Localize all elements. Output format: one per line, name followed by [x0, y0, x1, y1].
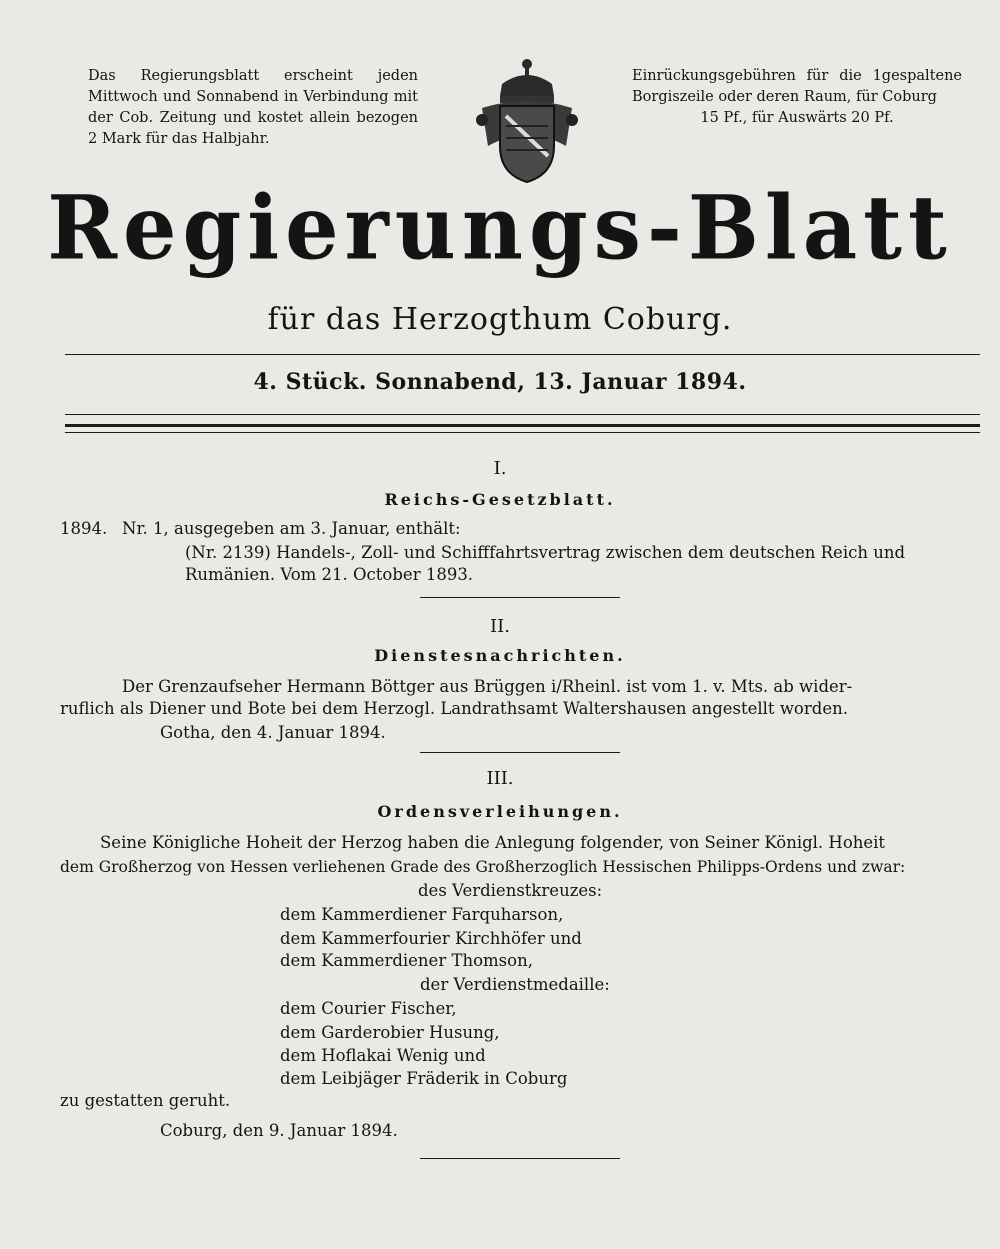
section1-year: 1894. — [60, 519, 108, 538]
section-heading-2: Dienstesnachrichten. — [374, 646, 626, 665]
issue-line: 4. Stück. Sonnabend, 13. Januar 1894. — [253, 369, 747, 395]
masthead-title: Regierungs-Blatt — [47, 175, 953, 280]
double-rule-bottom — [65, 432, 980, 433]
masthead-subtitle: für das Herzogthum Coburg. — [267, 302, 733, 337]
section2-signoff: Gotha, den 4. Januar 1894. — [160, 723, 386, 742]
coat-of-arms-icon — [462, 46, 592, 186]
section3-signoff: Coburg, den 9. Januar 1894. — [160, 1121, 398, 1140]
section-separator-1 — [420, 597, 620, 598]
section-heading-3: Ordensverleihungen. — [377, 802, 623, 821]
group2-entry: dem Courier Fischer, — [280, 999, 457, 1018]
fees-line-2: 15 Pf., für Auswärts 20 Pf. — [700, 110, 894, 126]
fees-line-1: Einrückungsgebühren für die 1gespaltene Borgiszeile oder deren Raum, für Coburg — [632, 68, 962, 105]
section3-line1: Seine Königliche Hoheit der Herzog haben die Anlegung folgender, von Seiner Königl. Hoheit — [100, 833, 886, 852]
section1-line3: Rumänien. Vom 21. October 1893. — [185, 565, 474, 584]
double-rule-thick — [65, 424, 980, 427]
masthead-rule — [65, 354, 980, 355]
section1-line1: Nr. 1, ausgegeben am 3. Januar, enthält: — [122, 519, 461, 538]
group1-title: des Verdienstkreuzes: — [418, 881, 603, 900]
section-separator-2 — [420, 752, 620, 753]
section-numeral-3: III. — [486, 768, 514, 789]
section3-line2: dem Großherzog von Hessen verliehenen Grade des Großherzoglich Hessischen Philipps-Ordens und zwar: — [60, 858, 906, 876]
double-rule-top — [65, 414, 980, 415]
section-separator-3 — [420, 1158, 620, 1159]
section3-closing: zu gestatten geruht. — [60, 1091, 231, 1110]
advertising-fees-info — [632, 66, 962, 129]
section-numeral-2: II. — [490, 616, 510, 637]
group1-entry: dem Kammerdiener Farquharson, — [280, 905, 564, 924]
group2-entry: dem Garderobier Husung, — [280, 1023, 500, 1042]
group1-entry: dem Kammerfourier Kirchhöfer und — [280, 929, 582, 948]
group2-entry: dem Hoflakai Wenig und — [280, 1046, 486, 1065]
section2-line2: ruflich als Diener und Bote bei dem Herzogl. Landrathsamt Waltershausen angestellt worden. — [60, 699, 848, 718]
group1-entry: dem Kammerdiener Thomson, — [280, 951, 533, 970]
section1-line2: (Nr. 2139) Handels-, Zoll- und Schifffahrtsvertrag zwischen dem deutschen Reich und — [185, 543, 906, 562]
section-numeral-1: I. — [493, 458, 507, 479]
section2-line1: Der Grenzaufseher Hermann Böttger aus Brüggen i/Rheinl. ist vom 1. v. Mts. ab wider- — [122, 677, 853, 696]
subscription-info: Das Regierungsblatt erscheint jeden Mittwoch und Sonnabend in Verbindung mit der Cob. Zeitung und kostet allein bezogen 2 Mark für das Halbjahr. — [88, 68, 418, 147]
group2-title: der Verdienstmedaille: — [420, 975, 610, 994]
group2-entry: dem Leibjäger Fräderik in Coburg — [280, 1069, 568, 1088]
section-heading-1: Reichs-Gesetzblatt. — [384, 490, 616, 509]
